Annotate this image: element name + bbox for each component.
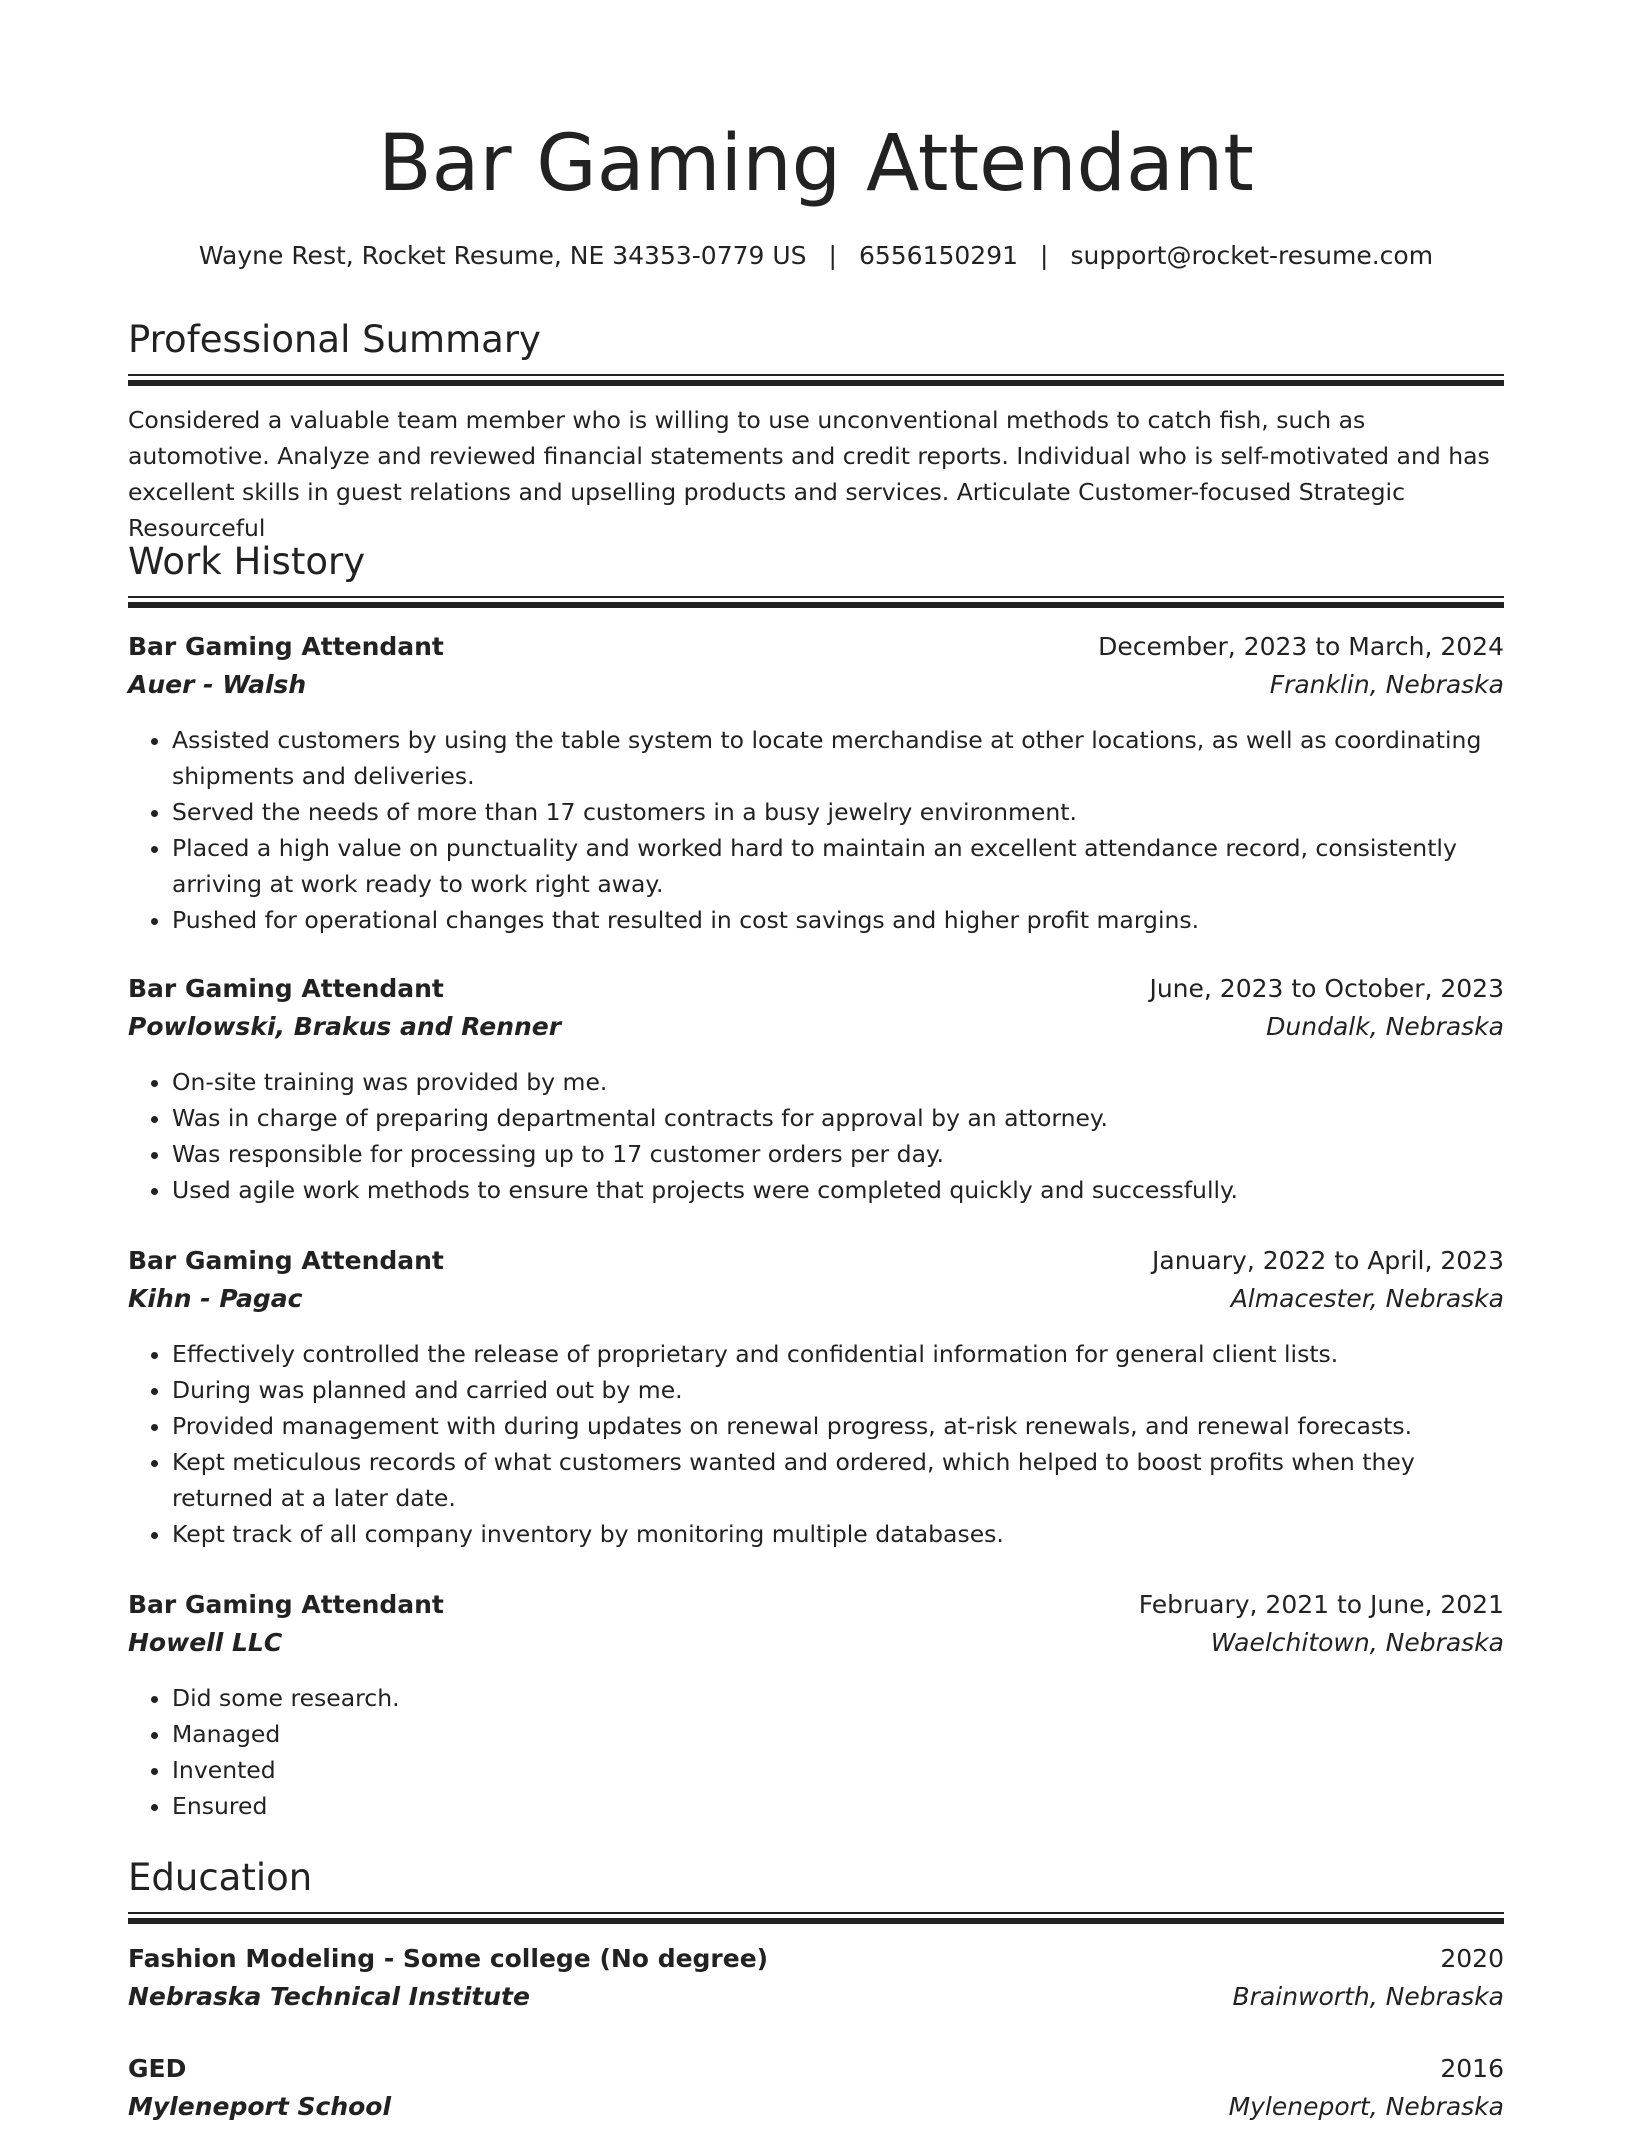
job-company: Howell LLC bbox=[128, 1628, 283, 1657]
job-entry bbox=[128, 974, 1504, 1208]
candidate-name: Bar Gaming Attendant bbox=[378, 119, 1254, 209]
job-company-row bbox=[128, 670, 1504, 708]
job-bullet: • Pushed for operational changes that resulted in cost savings and higher profit margins. bbox=[172, 902, 1504, 938]
education-year: 2016 bbox=[1440, 2054, 1504, 2083]
education-entry bbox=[128, 1944, 1504, 2020]
job-company-row bbox=[128, 1628, 1504, 1666]
education-header-row bbox=[128, 2054, 1504, 2092]
education-school-row bbox=[128, 1982, 1504, 2020]
education-location: Brainworth, Nebraska bbox=[1232, 1982, 1504, 2011]
job-bullet: • On-site training was provided by me. bbox=[172, 1064, 1504, 1100]
education-school: Myleneport School bbox=[128, 2092, 392, 2121]
education-year: 2020 bbox=[1440, 1944, 1504, 1973]
job-bullet-list bbox=[128, 1336, 1504, 1552]
job-bullet: • Effectively controlled the release of proprietary and confidential information for general client lists. bbox=[172, 1336, 1504, 1372]
job-entry bbox=[128, 632, 1504, 938]
job-company: Kihn - Pagac bbox=[128, 1284, 303, 1313]
job-title: Bar Gaming Attendant bbox=[128, 974, 444, 1003]
section-title-summary: Professional Summary bbox=[128, 318, 541, 361]
summary-section bbox=[128, 318, 1504, 546]
job-location: Almacester, Nebraska bbox=[1230, 1284, 1504, 1313]
contact-address: Wayne Rest, Rocket Resume, NE 34353-0779 US bbox=[198, 241, 807, 270]
job-dates: June, 2023 to October, 2023 bbox=[1149, 974, 1504, 1003]
job-entry bbox=[128, 1246, 1504, 1552]
job-dates: February, 2021 to June, 2021 bbox=[1138, 1590, 1504, 1619]
job-bullet: • Kept meticulous records of what customers wanted and ordered, which helped to boost profits when they returned at a later date. bbox=[172, 1444, 1504, 1516]
summary-text: Considered a valuable team member who is willing to use unconventional methods to catch fish, such as automotive. Analyze and reviewed financial statements and credit reports. Individual who is self-motivated and has excellent skills in guest relations and upselling products and services. Articulate Customer-focused Strategic Resourceful bbox=[128, 406, 1490, 543]
education-entry bbox=[128, 2054, 1504, 2130]
job-header-row bbox=[128, 632, 1504, 670]
job-bullet: • Provided management with during updates on renewal progress, at-risk renewals, and renewal forecasts. bbox=[172, 1408, 1504, 1444]
job-bullet: • Assisted customers by using the table system to locate merchandise at other locations, as well as coordinating shipments and deliveries. bbox=[172, 722, 1504, 794]
job-header-row bbox=[128, 1246, 1504, 1284]
job-bullet: • Placed a high value on punctuality and worked hard to maintain an excellent attendance record, consistently arriving at work ready to work right away. bbox=[172, 830, 1504, 902]
job-location: Franklin, Nebraska bbox=[1269, 670, 1504, 699]
job-bullet: • Invented bbox=[172, 1752, 1504, 1788]
contact-separator: | bbox=[1040, 241, 1049, 270]
section-divider bbox=[128, 1912, 1504, 1926]
job-location: Waelchitown, Nebraska bbox=[1210, 1628, 1504, 1657]
job-title: Bar Gaming Attendant bbox=[128, 632, 444, 661]
job-bullet-list bbox=[128, 1680, 1504, 1824]
job-title: Bar Gaming Attendant bbox=[128, 1590, 444, 1619]
education-section bbox=[128, 1856, 1504, 1926]
job-bullet: • Did some research. bbox=[172, 1680, 1504, 1716]
education-header-row bbox=[128, 1944, 1504, 1982]
job-location: Dundalk, Nebraska bbox=[1266, 1012, 1504, 1041]
section-divider bbox=[128, 596, 1504, 610]
job-bullet: • Managed bbox=[172, 1716, 1504, 1752]
job-header-row bbox=[128, 1590, 1504, 1628]
job-dates: December, 2023 to March, 2024 bbox=[1098, 632, 1504, 661]
job-bullet: • Kept track of all company inventory by monitoring multiple databases. bbox=[172, 1516, 1504, 1552]
education-school-row bbox=[128, 2092, 1504, 2130]
job-bullet: • Used agile work methods to ensure that projects were completed quickly and successfully. bbox=[172, 1172, 1504, 1208]
job-company-row bbox=[128, 1284, 1504, 1322]
section-divider bbox=[128, 374, 1504, 388]
job-entry bbox=[128, 1590, 1504, 1824]
job-header-row bbox=[128, 974, 1504, 1012]
job-company: Powlowski, Brakus and Renner bbox=[128, 1012, 562, 1041]
job-dates: January, 2022 to April, 2023 bbox=[1152, 1246, 1504, 1275]
contact-phone: 6556150291 bbox=[858, 241, 1019, 270]
education-degree: GED bbox=[128, 2054, 187, 2083]
contact-line bbox=[128, 240, 1504, 273]
contact-separator: | bbox=[828, 241, 837, 270]
work-history-section bbox=[128, 540, 1504, 610]
job-company: Auer - Walsh bbox=[128, 670, 307, 699]
education-degree: Fashion Modeling - Some college (No degree) bbox=[128, 1944, 769, 1973]
education-location: Myleneport, Nebraska bbox=[1228, 2092, 1504, 2121]
job-bullet-list bbox=[128, 722, 1504, 938]
job-bullet: • Served the needs of more than 17 customers in a busy jewelry environment. bbox=[172, 794, 1504, 830]
section-title-education: Education bbox=[128, 1856, 313, 1899]
section-title-work-history: Work History bbox=[128, 540, 366, 583]
job-bullet: • Was responsible for processing up to 17 customer orders per day. bbox=[172, 1136, 1504, 1172]
contact-email: support@rocket-resume.com bbox=[1070, 241, 1434, 270]
job-company-row bbox=[128, 1012, 1504, 1050]
job-bullet: • Was in charge of preparing departmental contracts for approval by an attorney. bbox=[172, 1100, 1504, 1136]
education-school: Nebraska Technical Institute bbox=[128, 1982, 530, 2011]
job-bullet-list bbox=[128, 1064, 1504, 1208]
job-bullet: • Ensured bbox=[172, 1788, 1504, 1824]
job-title: Bar Gaming Attendant bbox=[128, 1246, 444, 1275]
job-bullet: • During was planned and carried out by me. bbox=[172, 1372, 1504, 1408]
